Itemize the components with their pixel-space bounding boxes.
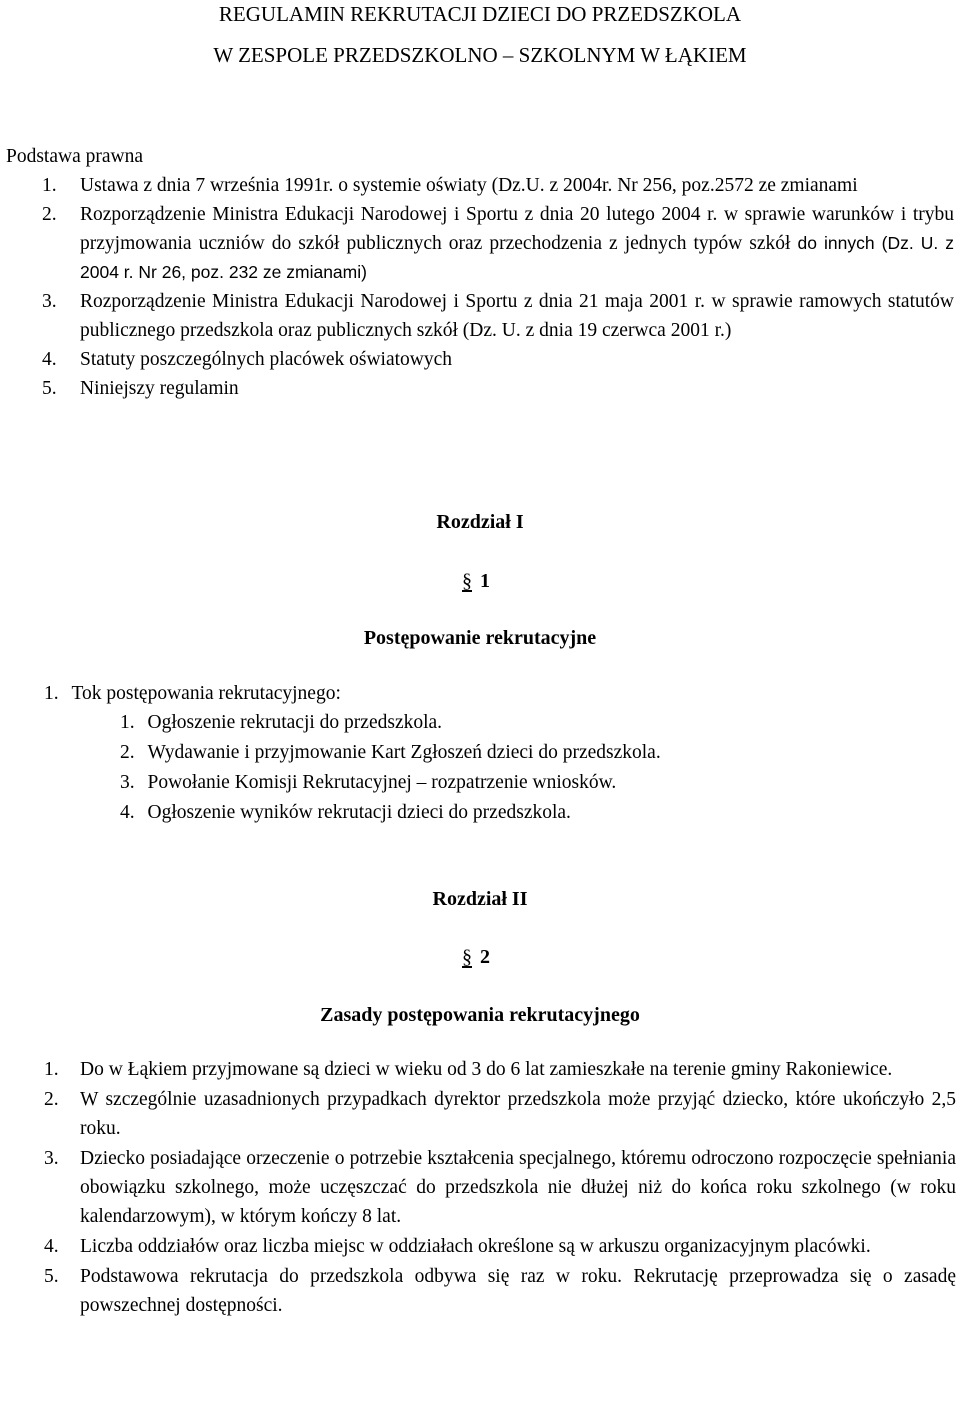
item-text: Niniejszy regulamin <box>80 378 239 399</box>
item-number: 1. <box>42 175 57 196</box>
rule-number: 1. <box>44 1059 59 1080</box>
legal-basis-item <box>42 345 954 374</box>
rule-item <box>44 1262 956 1320</box>
legal-basis-item <box>42 374 954 403</box>
section-sign: § <box>462 570 472 592</box>
chapter-1-heading: Rozdział I <box>436 511 524 533</box>
item-text-continued: do innych (Dz. U. z 2004 r. Nr 26, poz. 232 ze zmianami) <box>80 233 955 282</box>
item-text: Rozporządzenie Ministra Edukacji Narodowej i Sportu z dnia 21 maja 2001 r. w sprawie ramowych statutów publicznego przedszkola oraz publicznych szkół (Dz. U. z dnia 19 czerwca 2001 r.) <box>80 291 954 341</box>
item-number: 3. <box>42 291 57 312</box>
rule-text: Podstawowa rekrutacja do przedszkola odbywa się raz w roku. Rekrutację przeprowadza się o zasadę powszechnej dostępności. <box>80 1266 956 1316</box>
chapter-2-subtitle: Zasady postępowania rekrutacyjnego <box>320 1004 640 1026</box>
rule-number: 3. <box>44 1148 59 1169</box>
item-number: 4. <box>42 349 57 370</box>
rule-item <box>44 1144 956 1231</box>
step-number: 1. <box>120 712 135 733</box>
step-number: 3. <box>120 772 135 793</box>
legal-basis-item <box>42 287 954 345</box>
legal-basis-item <box>42 171 954 200</box>
rule-item <box>44 1055 956 1084</box>
section-sign: § <box>462 946 472 968</box>
rule-text: Liczba oddziałów oraz liczba miejsc w oddziałach określone są w arkuszu organizacyjnym placówki. <box>80 1236 871 1257</box>
document-title-line-1: REGULAMIN REKRUTACJI DZIECI DO PRZEDSZKOLA <box>218 2 742 26</box>
legal-basis-label: Podstawa prawna <box>6 146 144 167</box>
section-2-marker <box>462 943 490 972</box>
step-text: Ogłoszenie wyników rekrutacji dzieci do przedszkola. <box>147 802 571 823</box>
step-text: Wydawanie i przyjmowanie Kart Zgłoszeń dzieci do przedszkola. <box>147 742 661 763</box>
step-text: Ogłoszenie rekrutacji do przedszkola. <box>147 712 443 733</box>
procedure-step <box>120 768 616 797</box>
item-text: Ustawa z dnia 7 września 1991r. o systemie oświaty (Dz.U. z 2004r. Nr 256, poz.2572 ze zmianami <box>80 175 858 196</box>
rule-text: Dziecko posiadające orzeczenie o potrzebie kształcenia specjalnego, któremu odroczono rozpoczęcie spełniania obowiązku szkolnego, może uczęszczać do przedszkola nie dłużej niż do końca roku szkolnego (w roku kalendarzowym), w którym kończy 8 lat. <box>80 1148 956 1227</box>
rule-item <box>44 1232 956 1261</box>
section-number: 2 <box>480 946 490 968</box>
rule-number: 2. <box>44 1089 59 1110</box>
procedure-point <box>44 679 341 708</box>
section-number: 1 <box>480 570 490 592</box>
legal-basis-list <box>0 171 954 403</box>
chapter-2-heading: Rozdział II <box>432 888 528 910</box>
procedure-step <box>120 738 661 767</box>
rule-text: Do w Łąkiem przyjmowane są dzieci w wieku od 3 do 6 lat zamieszkałe na terenie gminy Rakoniewice. <box>80 1059 893 1080</box>
rule-item <box>44 1085 956 1143</box>
chapter-1-subtitle: Postępowanie rekrutacyjne <box>363 627 597 649</box>
recruitment-rules-list <box>0 1055 956 1321</box>
rule-number: 4. <box>44 1236 59 1257</box>
legal-basis-item <box>42 200 955 287</box>
step-number: 4. <box>120 802 135 823</box>
section-1-marker <box>462 567 490 596</box>
step-text: Powołanie Komisji Rekrutacyjnej – rozpatrzenie wniosków. <box>147 772 617 793</box>
point-text: Tok postępowania rekrutacyjnego: <box>71 683 341 704</box>
item-number: 5. <box>42 378 57 399</box>
procedure-step <box>120 798 571 827</box>
item-number: 2. <box>42 204 57 225</box>
step-number: 2. <box>120 742 135 763</box>
item-text: Rozporządzenie Ministra Edukacji Narodowej i Sportu z dnia 20 lutego 2004 r. w sprawie warunków i trybu przyjmowania uczniów do szkół publicznych oraz przechodzenia z jednych typów szkół <box>80 204 954 254</box>
document-title-line-2: W ZESPOLE PRZEDSZKOLNO – SZKOLNYM W ŁĄKIEM <box>213 43 747 67</box>
procedure-step <box>120 708 442 737</box>
rule-number: 5. <box>44 1266 59 1287</box>
point-number: 1. <box>44 683 59 704</box>
rule-text: W szczególnie uzasadnionych przypadkach dyrektor przedszkola może przyjąć dziecko, które ukończyło 2,5 roku. <box>80 1089 956 1139</box>
item-text: Statuty poszczególnych placówek oświatowych <box>80 349 453 370</box>
